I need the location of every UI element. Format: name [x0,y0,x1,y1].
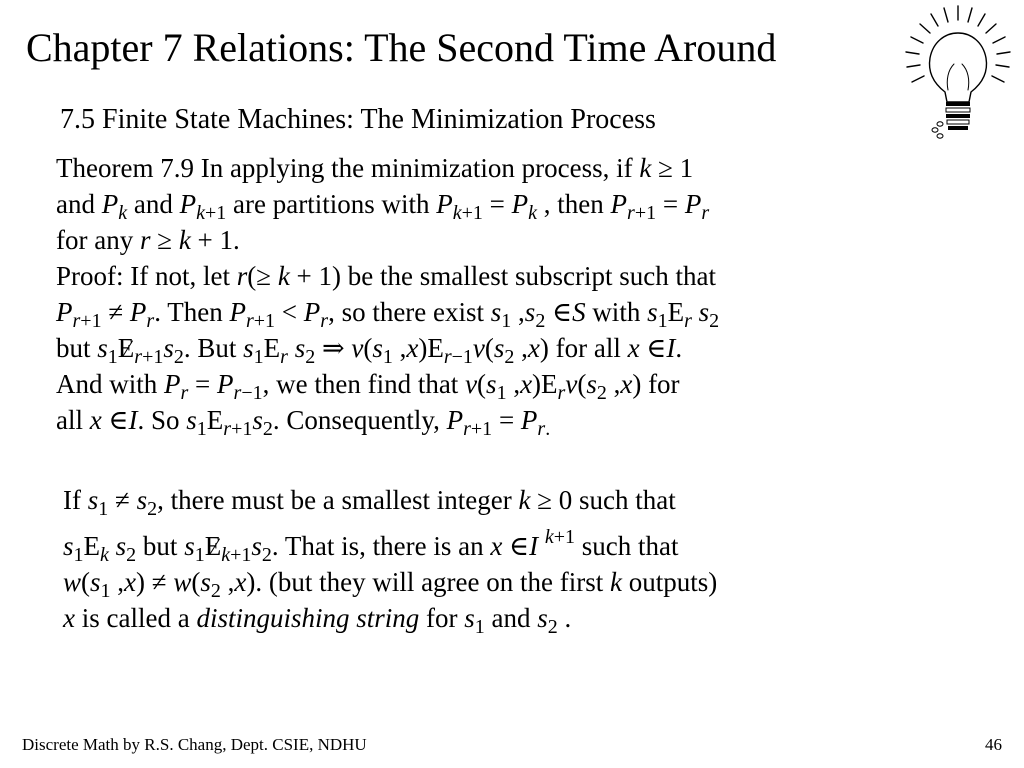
footer-credit: Discrete Math by R.S. Chang, Dept. CSIE, NDHU [22,735,367,754]
theorem-line-2: and $P_k$ and $P_{k+1}$ are partitions with $P_{k+1} = P_k$ , then $P_{r+1} = P_r$ [56,189,710,224]
lightbulb-icon [896,2,1020,144]
proof-line-3: but $s_1E_{r+1}s_2$. But $s_1E_r$ $s_2$ ⇒ $v(s_1$ $,x)E_{r-1}v(s_2$ ,x) for all x ∈I. [56,330,956,366]
distinguishing-string-remark [63,482,963,636]
remark-line-1: If $s_1 \ne s_2$, there must be a smallest integer k ≥ 0 such that [63,485,676,520]
proof-line-5: all x ∈I. So $s_1E_{r+1}s_2$. Consequently, $P_{r+1} = P_{r.}$ [56,405,551,440]
proof-line-2: $P_{r+1} \ne P_r$. Then $P_{r+1} < P_r$, so there exist $s_1$ $,s_2$ ∈S with $s_1E_r$ $s_2$ [56,297,720,332]
remark-line-2: $s_1E_k$ $s_2$ but $s_1E_{k+1}s_2$. That is, there is an x ∈I $^{k+1}$ such that [63,526,679,566]
proof-line-1: Proof: If not, let r(≥ k + 1) be the smallest subscript such that [56,261,716,291]
theorem-and-proof [56,150,956,438]
remark-line-3: $w(s_1$ $,x) \ne w(s_2$ ,x). (but they will agree on the first k outputs) [63,567,718,602]
remark-line-4: x is called a distinguishing string for $s_1$ and $s_2$ . [63,603,572,638]
section-subtitle: 7.5 Finite State Machines: The Minimization Process [60,104,656,135]
term-distinguishing-string: distinguishing string [196,603,420,633]
theorem-line-3: for any r ≥ k + 1. [56,225,240,255]
theorem-line-1: Theorem 7.9 In applying the minimization process, if k ≥ 1 [56,153,694,183]
slide-title: Chapter 7 Relations: The Second Time Around [26,25,777,70]
proof-line-4: And with $P_r = P_{r-1}$, we then find that $v(s_1$ $,x)E_rv(s_2$ ,x) for [56,369,680,404]
page-number: 46 [985,735,1002,754]
